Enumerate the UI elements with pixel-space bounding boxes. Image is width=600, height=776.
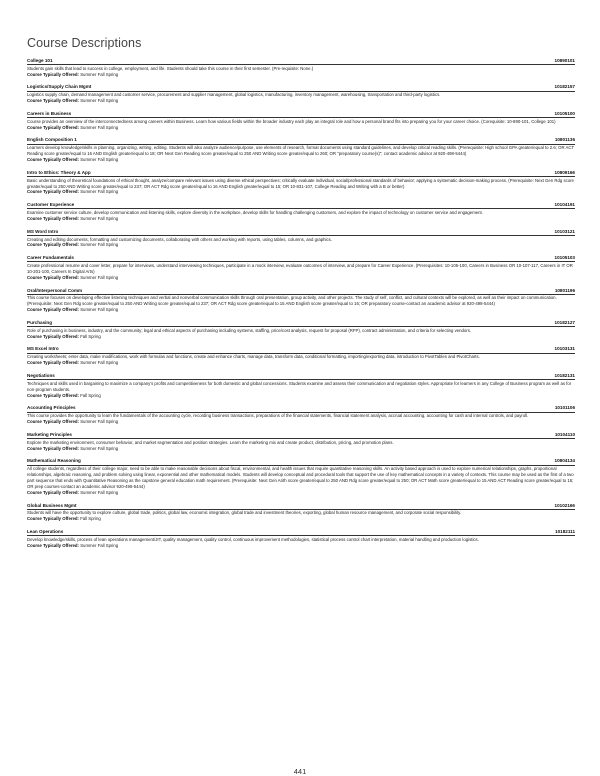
course-entry xyxy=(27,346,575,365)
course-name: Logistics/Supply Chain Mgmt xyxy=(27,84,92,90)
course-offered xyxy=(27,490,575,496)
course-description: Examine customer service culture, develop communication and listening skills, explore diversity in the workplace, develop skills for handling challenging customers, and explore the impact of technology on customer service and engagement. xyxy=(27,210,483,216)
offered-label: Course Typically Offered: xyxy=(27,274,79,280)
offered-label: Course Typically Offered: xyxy=(27,157,79,163)
course-header xyxy=(27,255,575,262)
course-name: Marketing Principles xyxy=(27,431,72,437)
course-header xyxy=(27,111,575,118)
course-entry xyxy=(27,84,575,103)
course-entry xyxy=(27,202,575,221)
course-code: 10801136 xyxy=(554,137,575,143)
course-description: Learners develop knowledge/skills in planning, organizing, writing, editing. Students will also analyze audience/purpose, use elements of research, format documents using standard guidelines, and develop critical reading skills. (Prerequisite: High school GPA greater/equal to 2.6; OR ACT Reading score greater/equal to 16 AND English greater/equal to 18; OR Next Gen Reading score greater/equal to 250 AND Writing score greater/equal to 260; OR "preparatory course(s)"; contact academic advisor at 920-498-5444) xyxy=(27,145,575,157)
course-name: Oral/Interpersonal Comm xyxy=(27,287,83,293)
course-offered xyxy=(27,419,575,425)
course-code: 10182157 xyxy=(554,84,575,90)
course-code: 10103131 xyxy=(554,346,575,352)
course-entry xyxy=(27,58,575,77)
course-code: 10801196 xyxy=(554,287,575,293)
course-code: 10104110 xyxy=(554,431,575,437)
course-code: 10103121 xyxy=(554,228,575,234)
offered-label: Course Typically Offered: xyxy=(27,189,79,195)
course-description: Course provides an overview of the interconnectedness among careers within Business. Learn how various fields within the broader industry each play an integral role and how a personal brand fits into preparing you for your career choice. (Corequisite: 10-890-101, College 101) xyxy=(27,118,556,124)
course-entry xyxy=(27,255,575,280)
course-header xyxy=(27,503,575,510)
course-name: MS Word Intro xyxy=(27,228,59,234)
course-header xyxy=(27,58,575,65)
course-code: 10182111 xyxy=(555,529,575,534)
offered-label: Course Typically Offered: xyxy=(27,215,79,221)
course-offered xyxy=(27,157,575,163)
course-offered xyxy=(27,98,575,104)
course-code: 10105100 xyxy=(554,110,575,116)
course-header xyxy=(27,405,575,412)
course-entry xyxy=(27,320,575,339)
course-offered xyxy=(27,446,575,452)
course-name: English Composition 1 xyxy=(27,137,77,143)
course-header xyxy=(27,346,575,353)
offered-label: Course Typically Offered: xyxy=(27,489,79,495)
course-name: Lean Operations xyxy=(27,529,64,534)
course-entry xyxy=(27,458,575,495)
offered-terms: Summer Fall Spring xyxy=(80,419,119,425)
course-description: Create professional resume and cover letter, prepare for interviews, understand interviewing techniques, participate in a mock interview, evaluate outcomes of interview, and prepare for Career Experience. (Prerequisites: 10-105-100, Careers in Business OR 10-107-117, Careers in IT OR 10-201-100, Careers In Digital Arts) xyxy=(27,263,573,274)
course-entry xyxy=(27,229,575,248)
offered-terms: Summer Fall Spring xyxy=(80,489,119,495)
course-name: Mathematical Reasoning xyxy=(27,458,81,464)
offered-terms: Fall Spring xyxy=(80,516,101,522)
course-offered xyxy=(27,360,575,366)
course-offered xyxy=(27,334,575,340)
course-header xyxy=(27,432,575,439)
course-description: All college students, regardless of their college major, need to be able to make reasonable decisions about fiscal, environmental, and health issues that require quantitative reasoning skills. An activity based approach is used to explore numerical relationships, graphs, proportional relationships, algebraic reasoning, and problem solving using linear, exponential and other mathematical models. Students will develop conceptual and procedural tools that support the use of key mathematical concepts in a variety of contexts. This course may be used as the first of a two part sequence that ends with Quantitative Reasoning as the capstone general education math requirement. (Prerequisite: Next Gen Arith score greater/equal to 250 AND Rdg score greater/equal to 250; OR ACT Math score greater/equal to 15 AND ACT Reading score greater/equal to 16; OR prep courses-contact an academic advisor 920-498-5444) xyxy=(27,466,574,489)
course-description: Techniques and skills used in bargaining to maximize a company's profits and competitiveness for both domestic and global concessions. Students examine and assess their communication and negotiation styles. Appropriate for learners in any College of Business program as well as for non-program students. xyxy=(27,380,572,392)
course-code: 10101106 xyxy=(554,405,575,411)
course-description: Logistics supply chain, demand management and customer service, procurement and supplier management, global logistics, manufacturing, inventory management, warehousing, transportation and third-party logistics. xyxy=(27,92,441,98)
course-entry xyxy=(27,503,575,522)
course-description: This course provides the opportunity to learn the fundamentals of the accounting cycle, recording business transactions, preparations of the financial statements, financial statement analysis, accrual accounting, accounting for cash and internal controls, and payroll. xyxy=(27,413,529,419)
course-name: Negotiations xyxy=(27,372,55,378)
course-offered xyxy=(27,516,575,522)
offered-terms: Summer Fall Spring xyxy=(80,542,119,548)
course-header xyxy=(27,229,575,236)
course-code: 10105103 xyxy=(554,255,575,261)
course-code: 10182127 xyxy=(554,319,575,325)
course-code: 10890101 xyxy=(554,58,575,63)
course-code: 10104191 xyxy=(554,202,575,208)
course-list xyxy=(27,58,575,548)
page-number: 441 xyxy=(293,767,307,776)
offered-terms: Summer Fall Spring xyxy=(80,157,119,163)
course-entry xyxy=(27,405,575,424)
course-offered xyxy=(27,72,575,78)
course-description: This course focuses on developing effective listening techniques and verbal and nonverbal communication skills through oral presentation, group activity, and other projects. The study of self, conflict, and cultural contexts will be explored, as well as their impact on communication. (Prerequisite: Next Gen Rdg score greater/equal to 250 AND Writing score greater/equal to 237; OR ACT Rdg score greater/equal to 15 AND English score greater/equal to 16; OR preparatory course-contact an academic advisor at 920-498-5444) xyxy=(27,295,557,307)
offered-label: Course Typically Offered: xyxy=(27,124,79,130)
course-header xyxy=(27,458,575,465)
offered-label: Course Typically Offered: xyxy=(27,392,79,398)
course-name: Global Business Mgmt xyxy=(27,502,77,508)
offered-terms: Summer Fall Spring xyxy=(80,274,119,280)
offered-label: Course Typically Offered: xyxy=(27,333,79,339)
offered-terms: Summer Fall Spring xyxy=(80,307,119,313)
course-description: Explore the marketing environment, consumer behavior, and market segmentation and position strategies. Learn the marketing mix and create product, distribution, pricing, and promotion plans. xyxy=(27,439,394,445)
course-offered xyxy=(27,275,575,281)
course-name: MS Excel Intro xyxy=(27,346,59,352)
course-entry xyxy=(27,111,575,130)
course-description: Develop knowledge/skills, process of lean operations management/JIT, quality management, quality control, continuous improvement methodologies, statistical process control chart interpretation, material handling and production logistics. xyxy=(27,536,479,542)
offered-label: Course Typically Offered: xyxy=(27,516,79,522)
course-code: 10102166 xyxy=(554,502,575,508)
course-offered xyxy=(27,125,575,131)
course-entry xyxy=(27,170,575,195)
course-name: College 101 xyxy=(27,58,53,63)
offered-label: Course Typically Offered: xyxy=(27,71,79,77)
course-description: Basic understanding of theoretical foundations of ethical thought, analyze/compare relevant issues using diverse ethical perspectives; critically evaluate individual, social/professional standards of behavior; applying a systematic decision-making process. (Prerequisite: Next Gen Rdg score greater/equal to 250 AND Writing score greater/equal to 237; OR ACT Rdg score greater/equal to 16 AND English greater/equal to 15; OR 10-831-107, College Reading and Writing with a B or better) xyxy=(27,177,574,189)
offered-terms: Summer Fall Spring xyxy=(80,360,119,366)
offered-label: Course Typically Offered: xyxy=(27,242,79,248)
course-header xyxy=(27,529,575,536)
course-offered xyxy=(27,543,575,549)
offered-label: Course Typically Offered: xyxy=(27,542,79,548)
course-header xyxy=(27,202,575,209)
course-code: 10182131 xyxy=(554,372,575,378)
course-header xyxy=(27,373,575,380)
offered-terms: Summer Fall Spring xyxy=(80,71,119,77)
offered-label: Course Typically Offered: xyxy=(27,360,79,366)
course-entry xyxy=(27,373,575,398)
course-offered xyxy=(27,393,575,399)
document-page xyxy=(27,36,575,555)
course-offered xyxy=(27,307,575,313)
course-header xyxy=(27,288,575,295)
page-title: Course Descriptions xyxy=(27,36,142,50)
course-description: Students will have the opportunity to explore culture, global trade, politics, global law, economic integration, global trade and investment theories, exporting, global human resource management, and corporate social responsibility. xyxy=(27,510,462,516)
course-description: Students gain skills that lead to success in college, employment, and life. Students should take this course in their first semester. (Pre-requisite: None.) xyxy=(27,65,314,71)
course-entry xyxy=(27,137,575,162)
course-name: Accounting Principles xyxy=(27,405,76,411)
offered-terms: Summer Fall Spring xyxy=(80,124,119,130)
course-header xyxy=(27,170,575,177)
offered-terms: Summer Fall Spring xyxy=(80,189,119,195)
offered-terms: Summer Fall Spring xyxy=(80,445,119,451)
course-description: Role of purchasing in business, industry, and the community; legal and ethical aspects of purchasing including systems, staffing, price/cost analysis, request for proposal (RFP), contract administration, and criteria for selecting vendors. xyxy=(27,327,472,333)
course-name: Customer Experience xyxy=(27,202,75,208)
course-name: Purchasing xyxy=(27,319,53,325)
course-name: Careers in Business xyxy=(27,110,72,116)
course-header xyxy=(27,137,575,144)
course-description: Creating worksheets; enter data, make modifications, work with formulas and functions, create and enhance charts, manage data, transform data, conditional formatting, importing/exporting data, introduction to PivotTables and PivotCharts. xyxy=(27,354,480,360)
offered-terms: Fall Spring xyxy=(80,392,101,398)
course-code: 10804134 xyxy=(554,458,575,464)
course-entry xyxy=(27,432,575,451)
offered-label: Course Typically Offered: xyxy=(27,445,79,451)
course-entry xyxy=(27,529,575,548)
offered-label: Course Typically Offered: xyxy=(27,307,79,313)
offered-terms: Summer Fall Spring xyxy=(80,242,119,248)
course-offered xyxy=(27,242,575,248)
offered-label: Course Typically Offered: xyxy=(27,419,79,425)
course-header xyxy=(27,84,575,91)
course-name: Career Fundamentals xyxy=(27,255,74,261)
course-name: Intro to Ethics: Theory & App xyxy=(27,169,91,175)
offered-terms: Fall Spring xyxy=(80,333,101,339)
course-offered xyxy=(27,216,575,222)
course-entry xyxy=(27,288,575,313)
offered-terms: Summer Fall Spring xyxy=(80,98,119,104)
course-offered xyxy=(27,189,575,195)
course-description: Creating and editing documents, formatting and customizing documents, collaborating with others and working with reports, using tables, columns, and graphics. xyxy=(27,236,333,242)
offered-label: Course Typically Offered: xyxy=(27,98,79,104)
offered-terms: Summer Fall Spring xyxy=(80,215,119,221)
course-header xyxy=(27,320,575,327)
course-code: 10809166 xyxy=(554,169,575,175)
